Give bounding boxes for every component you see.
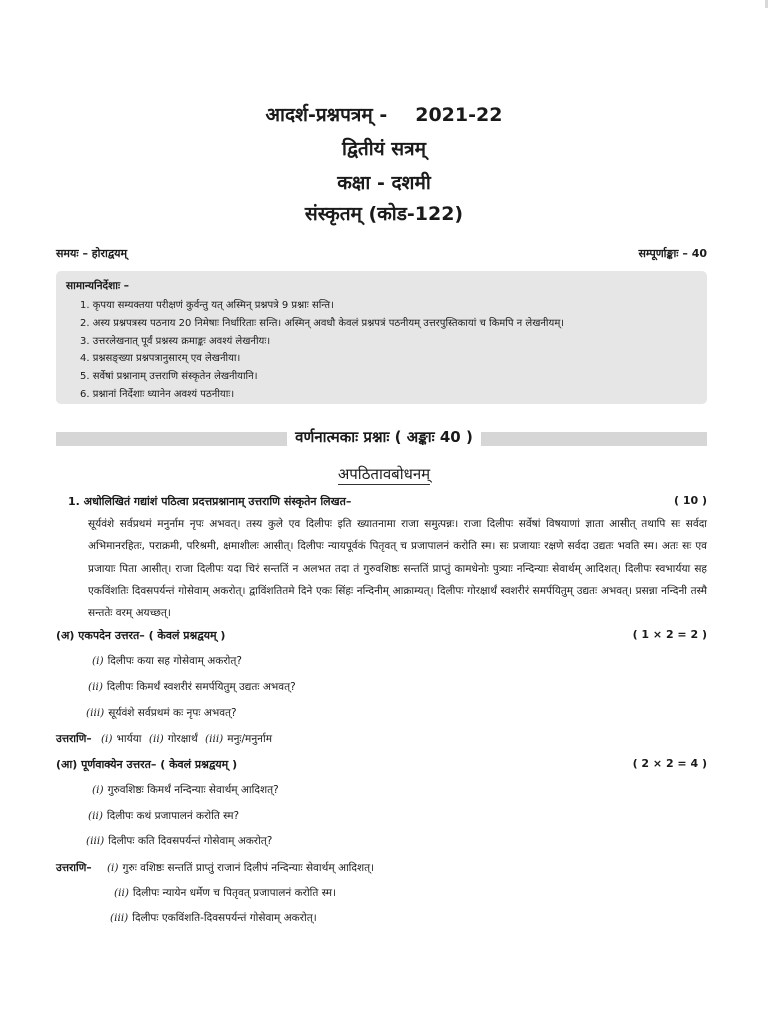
question-1: [68, 494, 707, 509]
part-b-question: [86, 834, 272, 848]
section-heading: [0, 427, 768, 447]
answer-number: (iii): [110, 912, 129, 924]
part-a-question: [92, 654, 242, 668]
question-number: (i): [92, 784, 104, 796]
question-text: सूर्यवंशे सर्वप्रथमं कः नृपः अभवत्?: [108, 707, 237, 719]
part-a-question: [88, 680, 296, 694]
section-subheading: [0, 464, 768, 484]
answer-number: (i): [100, 733, 113, 745]
answer-number: (ii): [114, 887, 129, 899]
time-allowed: समयः – होराद्वयम्: [56, 247, 128, 260]
answer-text: गोरक्षार्थं: [167, 733, 198, 745]
part-b-answer: [56, 861, 374, 875]
question-text: दिलीपः कया सह गोसेवाम् अकरोत्?: [107, 655, 242, 667]
answer-text: दिलीपः न्यायेन धर्मेण च पितृवत् प्रजापालनं करोति स्म।: [132, 887, 337, 899]
answer-number: (iii): [205, 733, 224, 745]
paper-title: [0, 101, 768, 127]
part-a-heading-text: (अ) एकपदेन उत्तरत– ( केवलं प्रश्नद्वयम् ): [56, 629, 226, 642]
part-b-heading: [56, 757, 707, 772]
answers-label: उत्तराणि–: [56, 733, 92, 745]
paper-title-text: आदर्श-प्रश्नपत्रम् -: [265, 104, 388, 126]
part-a-question: [86, 706, 237, 720]
section-heading-text: वर्णनात्मकाः प्रश्नाः ( अङ्काः 40 ): [287, 428, 481, 446]
part-a-answers: [56, 732, 272, 746]
instruction-item: 1. कृपया सम्यक्तया परीक्षणं कुर्वन्तु यत् अस्मिन् प्रश्नपत्रे 9 प्रश्नाः सन्ति।: [80, 300, 334, 311]
question-number: (i): [92, 655, 104, 667]
paper-subject: संस्कृतम् (कोड-122): [304, 203, 464, 225]
question-1-marks: ( 10 ): [673, 494, 707, 507]
paper-term: द्वितीयं सत्रम्: [342, 138, 426, 160]
question-text: दिलीपः कथं प्रजापालनं करोति स्म?: [106, 810, 240, 822]
question-text: दिलीपः कति दिवसपर्यन्तं गोसेवाम् अकरोत्?: [108, 835, 273, 847]
part-b-question: [92, 783, 279, 797]
question-1-text: 1. अधोलिखितं गद्यांशं पठित्वा प्रदत्तप्रश्नानाम् उत्तराणि संस्कृतेन लिखत–: [68, 495, 352, 508]
question-number: (iii): [86, 835, 105, 847]
part-b-answer: [114, 886, 336, 900]
answers-label: उत्तराणि–: [56, 862, 92, 874]
instruction-item: 4. प्रश्नसङ्ख्या प्रश्नपत्रानुसारम् एव लेखनीया।: [80, 353, 241, 365]
answer-number: (i): [106, 862, 119, 874]
instruction-item: 5. सर्वेषां प्रश्नानाम् उत्तराणि संस्कृतेन लेखनीयानि।: [80, 371, 258, 383]
part-b-marks: ( 2 × 2 = 4 ): [632, 757, 707, 770]
question-number: (ii): [88, 810, 103, 822]
total-marks: सम्पूर्णाङ्काः – 40: [638, 247, 707, 260]
part-b-answer: [110, 911, 317, 925]
answer-text: भार्यया: [116, 733, 142, 745]
answer-text: मनुः/मनुर्नाम: [227, 733, 272, 745]
paper-class: कक्षा - दशमी: [337, 172, 431, 194]
answer-text: दिलीपः एकविंशति-दिवसपर्यन्तं गोसेवाम् अकरोत्।: [132, 912, 317, 924]
part-a-heading: [56, 628, 707, 643]
part-a-marks: ( 1 × 2 = 2 ): [632, 628, 707, 641]
section-subheading-text: अपठितावबोधनम्: [337, 465, 431, 483]
meta-row: [56, 246, 707, 266]
instructions-heading: सामान्यनिर्देशाः –: [66, 280, 130, 292]
answer-text: गुरुः वशिष्ठः सन्ततिं प्राप्तुं राजानं दिलीपं नन्दिन्याः सेवार्थम् आदिशत्।: [122, 862, 375, 874]
question-number: (iii): [86, 707, 105, 719]
instruction-item: 2. अस्य प्रश्नपत्रस्य पठनाय 20 निमेषाः निर्धारिताः सन्ति। अस्मिन् अवधौ केवलं प्रश्नपत्रं पठनीयम् उत्तरपुस्तिकायां च किमपि न लेखनीयम्।: [80, 317, 565, 329]
part-b-heading-text: (आ) पूर्णवाक्येन उत्तरत– ( केवलं प्रश्नद्वयम् ): [56, 758, 238, 771]
answer-number: (ii): [148, 733, 164, 745]
general-instructions: [56, 271, 707, 404]
question-text: दिलीपः किमर्थं स्वशरीरं समर्पयितुम् उद्यतः अभवत्?: [106, 681, 296, 693]
paper-year: 2021-22: [415, 104, 503, 126]
instruction-item: 6. प्रश्नानां निर्देशाः ध्यानेन अवश्यं पठनीयाः।: [80, 388, 235, 400]
unseen-passage: सूर्यवंशे सर्वप्रथमं मनुर्नाम नृपः अभवत्। तस्य कुले एव दिलीपः इति ख्यातनामा राजा समुत्पन्नः। राजा दिलीपः सर्वेषां विषयाणां ज्ञाता आसीत् तथापि सः सर्वदा अभिमानरहितः, पराक्रमी, परिश्रमी, क्षमाशीलः आसीत्। दिलीपः न्यायपूर्वकं पितृवत् च प्रजापालनं करोति स्म। सः प्रजायाः रक्षणे सर्वदा उद्यतः भवति स्म। अतः सः एव प्रजायाः पिता आसीत्। राजा दिलीपः यदा चिरं सन्ततिं न अलभत तदा तं गुरुवशिष्ठः सन्ततिं प्राप्तुं कामधेनोः पुत्र्याः नन्दिन्याः सेवार्थम् आदिशत्। दिलीपः स्वभार्यया सह एकविंशतिः दिवसपर्यन्तं गोसेवाम् अकरोत्। द्वाविंशतितमे दिने एकः सिंहः नन्दिनीम् आक्राम्यत्। दिलीपः गोरक्षार्थं स्वशरीरं समर्पयितुम् उद्यतः अभवत्। प्रसन्ना नन्दिनी तस्मै सन्ततेः वरम् अयच्छत्।: [88, 518, 707, 620]
question-text: गुरुवशिष्ठः किमर्थं नन्दिन्याः सेवार्थम् आदिशत्?: [107, 784, 279, 796]
instruction-item: 3. उत्तरलेखनात् पूर्वं प्रश्नस्य क्रमाङ्कः अवश्यं लेखनीयः।: [80, 335, 271, 347]
question-number: (ii): [88, 681, 103, 693]
part-b-question: [88, 809, 239, 823]
